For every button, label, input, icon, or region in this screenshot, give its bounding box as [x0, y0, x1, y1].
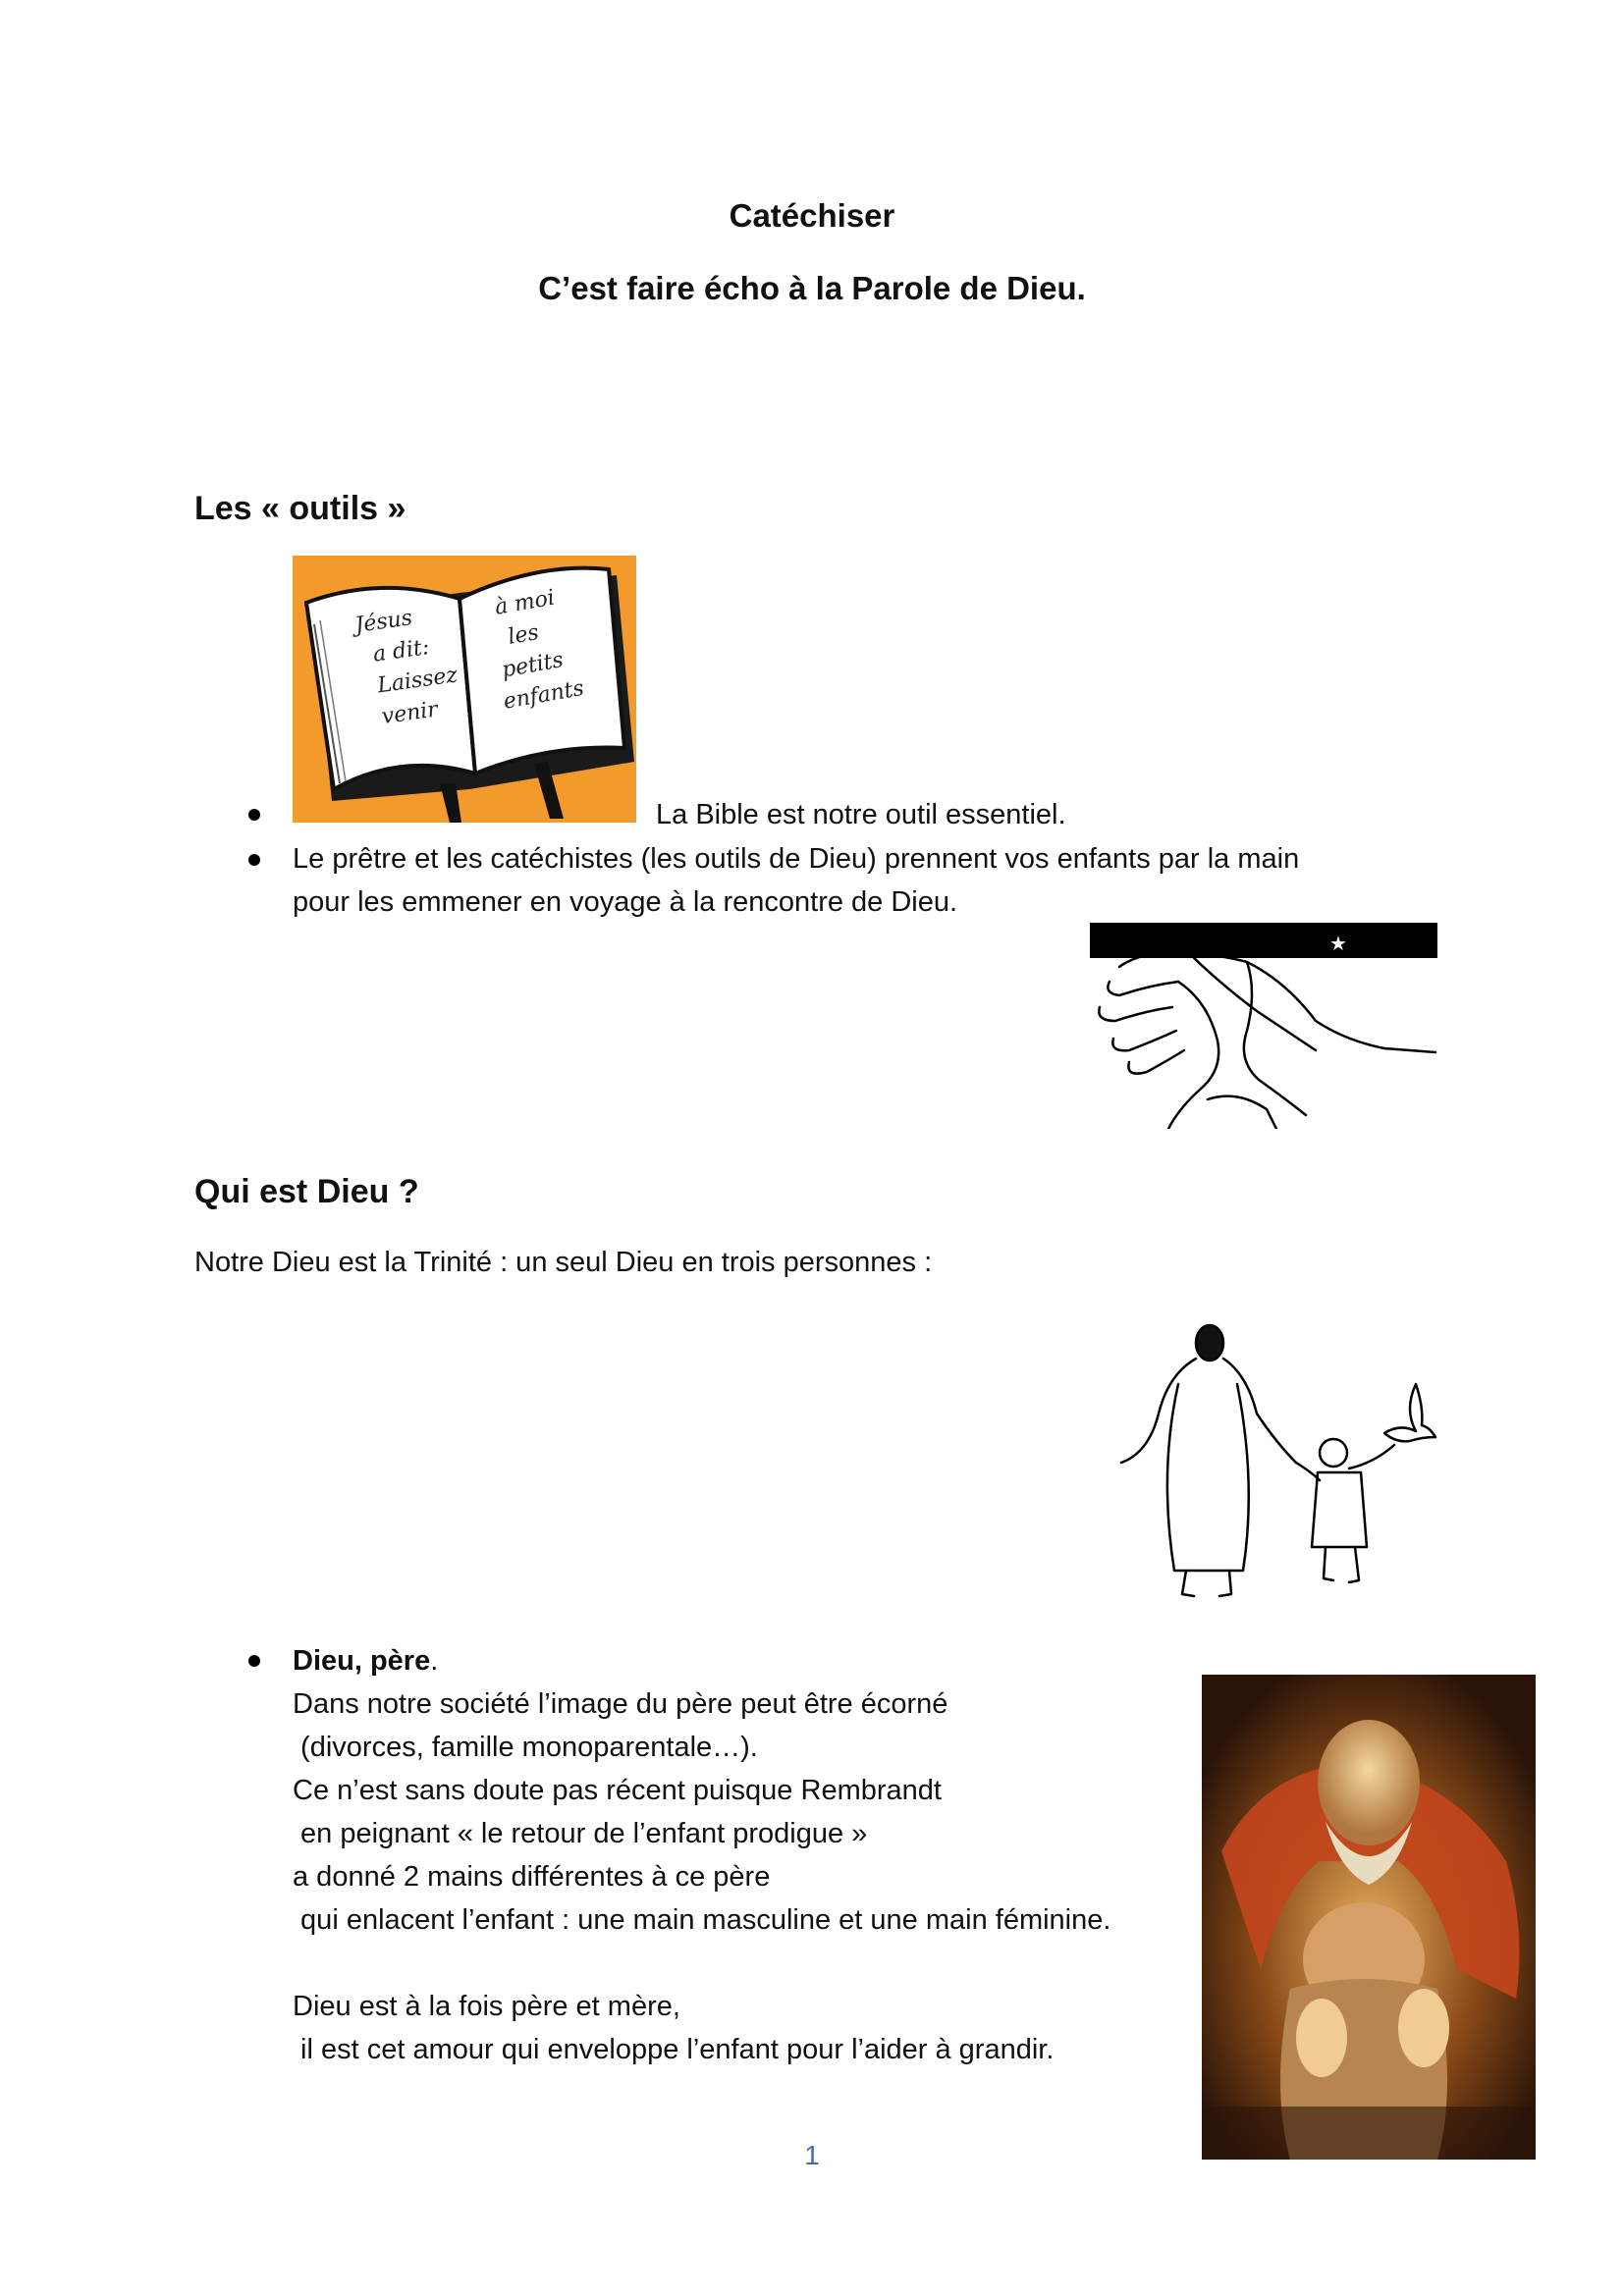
bullet-bible-text: La Bible est notre outil essentiel. [656, 799, 1066, 830]
bible-text-line: à moi [493, 585, 557, 620]
text-line: (divorces, famille monoparentale…). [293, 1732, 758, 1763]
bible-left-page-text [353, 596, 478, 735]
section-heading-tools: Les « outils » [194, 490, 406, 527]
bullet-catechists-text [293, 837, 1299, 924]
bible-text-line: a dit: [371, 634, 431, 667]
text-line: pour les emmener en voyage à la rencontre de Dieu. [293, 886, 958, 918]
text-line: il est cet amour qui enveloppe l’enfant pour l’aider à grandir. [293, 2034, 1055, 2065]
bible-text-line: venir [380, 697, 440, 730]
prodigal-son-painting [1202, 1675, 1536, 2160]
bible-right-page-text [475, 576, 613, 721]
father-title-suffix: . [430, 1645, 439, 1677]
bible-text-line: Jésus [353, 606, 414, 639]
holding-hands-illustration [1090, 923, 1437, 1129]
bible-text-line: Laissez [375, 663, 460, 699]
text-line: qui enlacent l’enfant : une main masculine et une main féminine. [293, 1904, 1111, 1936]
bible-text-line: les [506, 619, 541, 650]
bullet-icon [248, 809, 260, 821]
bible-illustration [293, 556, 636, 823]
father-heading [293, 1639, 438, 1682]
document-subtitle: C’est faire écho à la Parole de Dieu. [538, 270, 1086, 306]
bible-text-line: petits [500, 647, 566, 683]
section-heading-god: Qui est Dieu ? [194, 1173, 419, 1210]
man-child-dove-illustration [1110, 1315, 1443, 1610]
document-title: Catéchiser [729, 197, 895, 234]
svg-text:★: ★ [1329, 932, 1347, 955]
bible-text-line: enfants [501, 675, 586, 715]
text-line: a donné 2 mains différentes à ce père [293, 1861, 771, 1893]
text-line: Dieu est à la fois père et mère, [293, 1991, 680, 2022]
text-line: en peignant « le retour de l’enfant prodigue » [293, 1818, 868, 1849]
text-line: Ce n’est sans doute pas récent puisque Rembrandt [293, 1775, 942, 1806]
page-number: 1 [804, 2140, 820, 2170]
trinity-intro: Notre Dieu est la Trinité : un seul Dieu en trois personnes : [194, 1247, 933, 1278]
father-title: Dieu, père [293, 1645, 431, 1677]
bullet-icon [248, 854, 260, 866]
father-paragraph [293, 1682, 1110, 2071]
text-line: Dans notre société l’image du père peut être écorné [293, 1688, 948, 1720]
text-line [293, 1942, 1110, 1985]
bullet-icon [248, 1655, 260, 1667]
text-line: Le prêtre et les catéchistes (les outils de Dieu) prennent vos enfants par la main [293, 843, 1300, 875]
